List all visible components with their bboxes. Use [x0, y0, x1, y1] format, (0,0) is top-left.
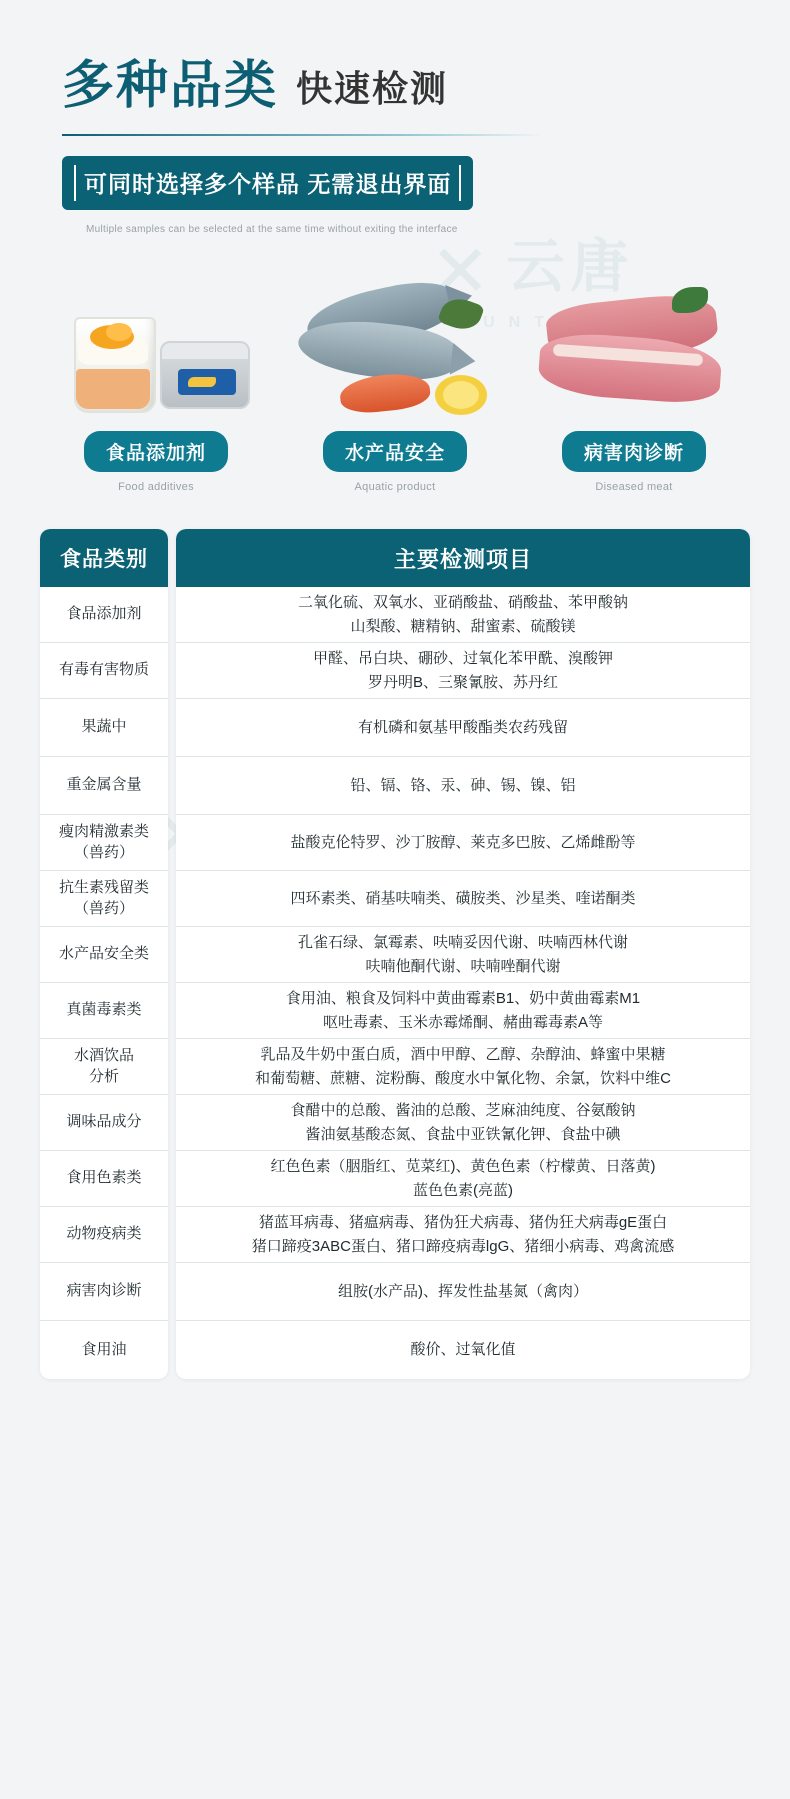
category-line: 瘦肉精激素类: [58, 823, 149, 841]
table-items-body: [176, 587, 750, 1379]
item-line: 酸价、过氧化值: [410, 1341, 516, 1359]
card-label-diseased-meat: 病害肉诊断: [562, 431, 706, 472]
table-row-category: [40, 1095, 168, 1151]
table-row-items: [176, 815, 750, 871]
category-line: 病害肉诊断: [66, 1282, 142, 1300]
table-row-items: [176, 927, 750, 983]
category-line: 果蔬中: [81, 718, 127, 736]
table-row-items: [176, 1039, 750, 1095]
table-row-items: [176, 1207, 750, 1263]
item-line: 食用油、粮食及饲料中黄曲霉素B1、奶中黄曲霉素M1: [285, 990, 641, 1008]
dessert-can-icon: [56, 281, 256, 421]
table-category-body: [40, 587, 168, 1379]
title-row: [62, 57, 790, 115]
table-row-category: [40, 1039, 168, 1095]
card-label-food-additives: 食品添加剂: [84, 431, 228, 472]
card-image-food-additives: [49, 271, 264, 421]
item-line: 罗丹明B、三聚氰胺、苏丹红: [367, 673, 558, 691]
table-row-items: [176, 1263, 750, 1321]
category-line: 水产品安全类: [58, 945, 149, 963]
page-subtitle: 快速检测: [296, 68, 449, 110]
item-line: 二氧化硫、双氧水、亚硝酸盐、硝酸盐、苯甲酸钠: [297, 594, 628, 612]
card-english-aquatic-product: Aquatic product: [354, 481, 436, 493]
item-line: 甲醛、吊白块、硼砂、过氧化苯甲酰、溴酸钾: [312, 650, 613, 668]
table-items-column: [176, 529, 750, 1379]
category-line: 分析: [88, 1067, 119, 1085]
table-row-category: [40, 927, 168, 983]
badge-row: [62, 156, 790, 210]
item-line: 乳品及牛奶中蛋白质，酒中甲醇、乙醇、杂醇油、蜂蜜中果糖: [260, 1046, 666, 1064]
item-line: 酱油氨基酸态氮、食盐中亚铁氰化钾、食盐中碘: [305, 1125, 621, 1143]
category-line: 动物疫病类: [66, 1225, 142, 1243]
brand-logo-icon: ✕: [430, 232, 497, 312]
table-category-column: [40, 529, 168, 1379]
item-line: 蓝色色素(亮蓝): [413, 1181, 513, 1199]
category-card-list: [0, 271, 790, 493]
category-line: 抗生素残留类: [58, 879, 149, 897]
category-line: 食用色素类: [66, 1169, 142, 1187]
card-english-diseased-meat: Diseased meat: [595, 481, 673, 493]
category-line: （兽药）: [73, 843, 134, 861]
table-row-items: [176, 699, 750, 757]
table-row-items: [176, 1321, 750, 1379]
card-english-food-additives: Food additives: [118, 481, 194, 493]
header: [0, 0, 790, 235]
table-row-category: [40, 757, 168, 815]
table-row-category: [40, 1321, 168, 1379]
card-label-aquatic-product: 水产品安全: [323, 431, 467, 472]
table-row-items: [176, 643, 750, 699]
watermark-label-top: 云唐: [506, 234, 635, 299]
category-line: 食用油: [81, 1340, 127, 1358]
table-row-category: [40, 699, 168, 757]
category-line: 真菌毒素类: [66, 1001, 142, 1019]
table-row-category: [40, 1151, 168, 1207]
table-header-category: 食品类别: [40, 529, 168, 587]
category-line: 调味品成分: [66, 1113, 142, 1131]
item-line: 和葡萄糖、蔗糖、淀粉酶、酸度水中氰化物、余氯，饮料中维C: [255, 1069, 671, 1087]
fish-shrimp-icon: [288, 271, 503, 421]
table-row-items: [176, 1095, 750, 1151]
item-line: 猪蓝耳病毒、猪瘟病毒、猪伪狂犬病毒、猪伪狂犬病毒gE蛋白: [258, 1214, 668, 1232]
item-line: 呋喃他酮代谢、呋喃唑酮代谢: [365, 957, 561, 975]
item-line: 猪口蹄疫3ABC蛋白、猪口蹄疫病毒lgG、猪细小病毒、鸡禽流感: [251, 1237, 675, 1255]
card-aquatic-product: [288, 271, 503, 493]
table-row-category: [40, 983, 168, 1039]
item-line: 铅、镉、铬、汞、砷、锡、镍、铝: [350, 776, 576, 794]
item-line: 山梨酸、糖精钠、甜蜜素、硫酸镁: [350, 617, 576, 635]
item-line: 四环素类、硝基呋喃类、磺胺类、沙星类、喹诺酮类: [290, 889, 636, 907]
title-divider: [62, 134, 542, 136]
category-line: 食品添加剂: [66, 605, 142, 623]
table-row-category: [40, 1263, 168, 1321]
category-line: 有毒有害物质: [58, 661, 149, 679]
page-title: 多种品类: [62, 57, 279, 115]
table-row-category: [40, 587, 168, 643]
item-line: 组胺(水产品)、挥发性盐基氮（禽肉）: [338, 1282, 588, 1300]
table-row-items: [176, 757, 750, 815]
table-row-category: [40, 871, 168, 927]
item-line: 孔雀石绿、氯霉素、呋喃妥因代谢、呋喃西林代谢: [297, 934, 628, 952]
item-line: 呕吐毒素、玉米赤霉烯酮、赭曲霉毒素A等: [322, 1013, 603, 1031]
table-row-category: [40, 1207, 168, 1263]
table-row-items: [176, 1151, 750, 1207]
card-diseased-meat: [527, 271, 742, 493]
category-line: （兽药）: [73, 899, 134, 917]
table-row-category: [40, 815, 168, 871]
feature-badge: 可同时选择多个样品 无需退出界面: [62, 156, 473, 210]
item-line: 有机磷和氨基甲酸酯类农药残留: [357, 718, 568, 736]
detection-table: [40, 529, 750, 1379]
card-image-aquatic-product: [288, 271, 503, 421]
table-row-category: [40, 643, 168, 699]
table-header-items: 主要检测项目: [176, 529, 750, 587]
item-line: 红色色素（胭脂红、苋菜红)、黄色色素（柠檬黄、日落黄): [270, 1158, 656, 1176]
card-image-diseased-meat: [527, 271, 742, 421]
category-line: 水酒饮品: [73, 1047, 134, 1065]
table-row-items: [176, 983, 750, 1039]
english-caption: Multiple samples can be selected at the same time without exiting the interface: [86, 224, 458, 235]
item-line: 盐酸克伦特罗、沙丁胺醇、莱克多巴胺、乙烯雌酚等: [290, 833, 636, 851]
item-line: 食醋中的总酸、酱油的总酸、芝麻油纯度、谷氨酸钠: [290, 1102, 636, 1120]
card-food-additives: [49, 271, 264, 493]
table-row-items: [176, 871, 750, 927]
table-row-items: [176, 587, 750, 643]
raw-meat-icon: [527, 271, 742, 421]
category-line: 重金属含量: [66, 776, 142, 794]
